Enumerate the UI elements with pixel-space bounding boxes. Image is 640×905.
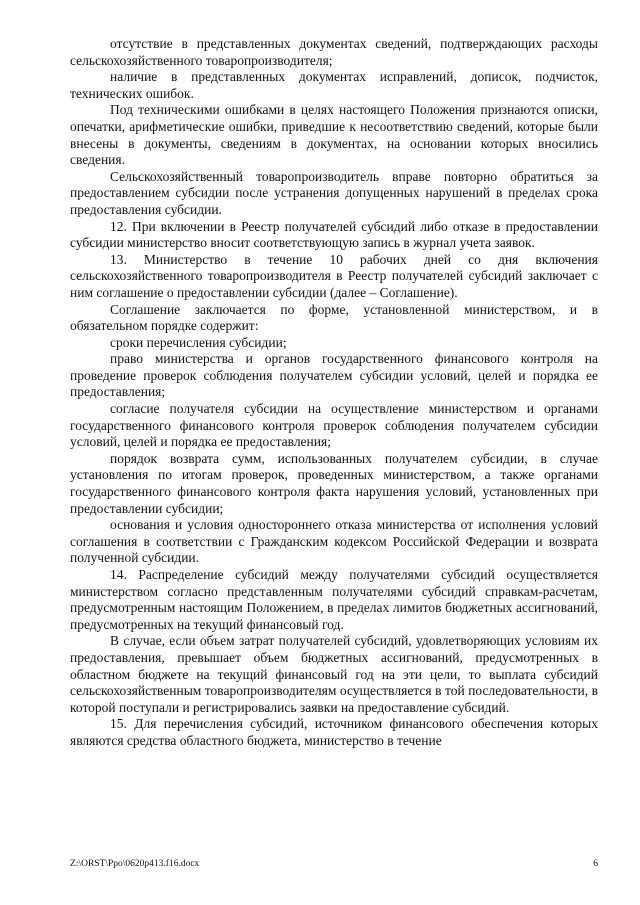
paragraph-7: Соглашение заключается по форме, установленной министерством, и в обязательном порядке содержит: bbox=[70, 301, 598, 334]
paragraph-9: право министерства и органов государственного финансового контроля на проведение проверок соблюдения получателем субсидии условий, целей и порядка ее предоставления; bbox=[70, 351, 598, 400]
paragraph-6: 13. Министерство в течение 10 рабочих дней со дня включения сельскохозяйственного товаропроизводителя в Реестр получателей субсидий заключает с ним соглашение о предоставлении субсидии (далее – Соглашение). bbox=[70, 251, 598, 300]
paragraph-14: В случае, если объем затрат получателей субсидий, удовлетворяющих условиям их предоставления, превышает объем бюджетных ассигнований, предусмотренных в областном бюджете на текущий финансовый год на эти цели, то выплата субсидий сельскохозяйственным товаропроизводителям осуществляется в той последовательности, в которой поступали и регистрировались заявки на предоставление субсидий. bbox=[70, 633, 598, 715]
paragraph-3: Под техническими ошибками в целях настоящего Положения признаются описки, опечатки, арифметические ошибки, приведшие к несоответствию сведений, которые были внесены в документы, сведениям в документах, на основании которых вносились сведения. bbox=[70, 102, 598, 168]
paragraph-8: сроки перечисления субсидии; bbox=[110, 334, 287, 350]
paragraph-5: 12. При включении в Реестр получателей субсидий либо отказе в предоставлении субсидии министерство вносит соответствующую запись в журнал учета заявок. bbox=[70, 218, 598, 251]
paragraph-12: основания и условия одностороннего отказа министерства от исполнения условий соглашения в соответствии с Гражданским кодексом Российской Федерации и возврата полученной субсидии. bbox=[70, 517, 598, 566]
footer-page-number: 6 bbox=[593, 859, 598, 869]
paragraph-13: 14. Распределение субсидий между получателями субсидий осуществляется министерством согласно представленным получателями субсидий справкам-расчетам, предусмотренным настоящим Положением, в пределах лимитов бюджетных ассигнований, предусмотренных на текущий финансовый год. bbox=[70, 567, 598, 632]
footer-file-path: Z:\ORST\Ppo\0620p413.f16.docx bbox=[70, 859, 200, 869]
page-footer bbox=[70, 857, 598, 871]
paragraph-11: порядок возврата сумм, использованных получателем субсидии, в случае установления по итогам проверок, проведенных министерством, а также органами государственного финансового контроля факта нарушения условий, установленных при предоставлении субсидии; bbox=[70, 450, 598, 516]
paragraph-2: наличие в представленных документах исправлений, дописок, подчисток, технических ошибок. bbox=[70, 69, 598, 101]
document-body bbox=[70, 36, 598, 750]
paragraph-15: 15. Для перечисления субсидий, источником финансового обеспечения которых являются средства областного бюджета, министерство в течение bbox=[70, 716, 598, 748]
paragraph-4: Сельскохозяйственный товаропроизводитель вправе повторно обратиться за предоставлением субсидии после устранения допущенных нарушений в пределах срока предоставления субсидии. bbox=[70, 168, 598, 217]
paragraph-10: согласие получателя субсидии на осуществление министерством и органами государственного финансового контроля проверок соблюдения получателем субсидии условий, целей и порядка ее предоставления; bbox=[70, 401, 598, 450]
paragraph-1: отсутствие в представленных документах сведений, подтверждающих расходы сельскохозяйственного товаропроизводителя; bbox=[70, 36, 598, 68]
